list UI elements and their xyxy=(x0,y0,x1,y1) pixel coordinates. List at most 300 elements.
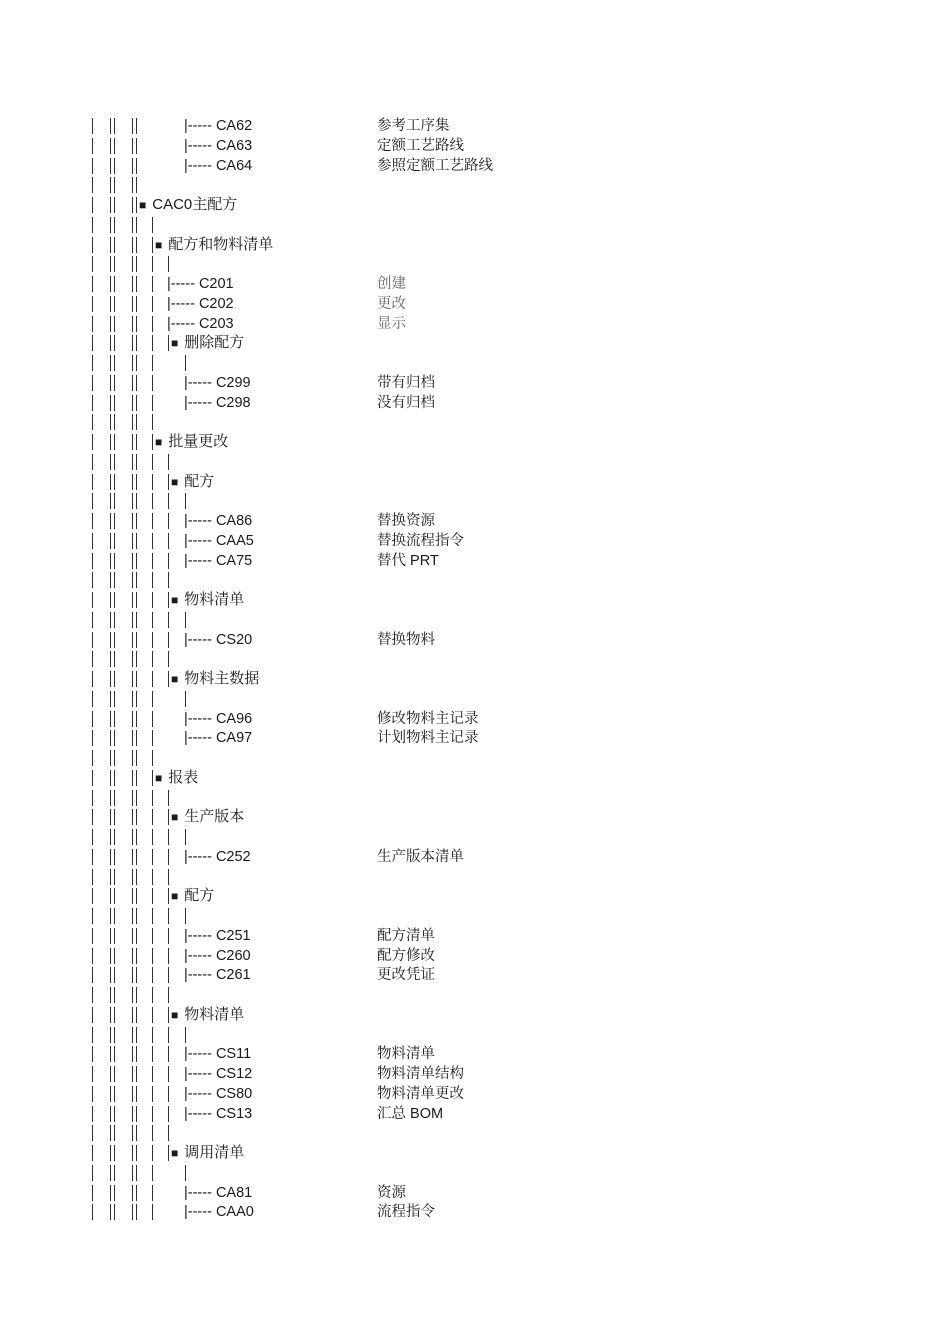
tree-guide-line xyxy=(114,296,115,312)
tree-guide-line xyxy=(136,237,137,253)
tree-guide-line xyxy=(92,1007,93,1023)
tree-guide-line xyxy=(92,770,93,786)
tree-guide-line xyxy=(152,651,153,667)
tree-guide-line xyxy=(114,987,115,1003)
folder-label: 报表 xyxy=(168,768,199,786)
folder-bullet-icon: ■ xyxy=(155,770,163,785)
tree-folder-node[interactable] xyxy=(155,235,273,255)
tree-guide-line xyxy=(132,553,133,569)
tree-guide-line xyxy=(110,572,111,588)
tree-guide-line xyxy=(92,474,93,490)
tree-guide-line xyxy=(136,612,137,628)
tree-row xyxy=(0,886,950,906)
tree-guide-line xyxy=(92,237,93,253)
tree-guide-line xyxy=(114,651,115,667)
tree-guide-line xyxy=(136,671,137,687)
tree-row xyxy=(0,491,950,511)
transaction-code[interactable]: |----- C251 xyxy=(184,927,251,944)
tree-guide-line xyxy=(152,553,153,569)
tree-guide-line xyxy=(92,790,93,806)
tree-guide-line xyxy=(132,908,133,924)
tree-guide-line xyxy=(110,1106,111,1122)
transaction-description: 替换物料 xyxy=(377,631,435,648)
tree-guide-line xyxy=(168,572,169,588)
tree-guide-line xyxy=(110,1027,111,1043)
tree-guide-line xyxy=(136,1106,137,1122)
transaction-code[interactable]: |----- CA86 xyxy=(184,513,253,529)
tree-guide-line xyxy=(92,592,93,608)
tree-guide-line xyxy=(152,750,153,766)
tree-guide-line xyxy=(114,434,115,450)
tree-guide-line xyxy=(132,1145,133,1161)
tree-guide-line xyxy=(168,888,169,904)
tree-guide-line xyxy=(152,395,153,411)
tree-guide-line xyxy=(168,1125,169,1141)
tree-guide-line xyxy=(132,869,133,885)
folder-bullet-icon: ■ xyxy=(171,672,179,686)
tree-row xyxy=(0,1163,950,1183)
tree-folder-node[interactable] xyxy=(171,1143,244,1163)
tree-guide-line xyxy=(168,790,169,806)
transaction-code[interactable]: |----- C203 xyxy=(167,315,234,332)
transaction-code[interactable]: |----- CS20 xyxy=(184,631,253,648)
tree-guide-line xyxy=(92,928,93,944)
tree-row xyxy=(0,709,950,729)
transaction-description: 生产版本清单 xyxy=(377,848,464,865)
tree-guide-line xyxy=(110,138,111,154)
tree-guide-line xyxy=(185,493,186,509)
transaction-code[interactable]: |----- CA97 xyxy=(184,730,253,747)
tree-guide-line xyxy=(132,296,133,312)
tree-guide-line xyxy=(152,790,153,806)
tree-guide-line xyxy=(92,276,93,292)
tree-guide-line xyxy=(168,1027,169,1043)
transaction-code[interactable]: |----- C261 xyxy=(184,967,251,984)
tree-guide-line xyxy=(92,414,93,430)
transaction-description: 更改 xyxy=(377,295,406,312)
tree-guide-line xyxy=(114,493,115,509)
folder-label: 删除配方 xyxy=(184,334,245,352)
tree-guide-line xyxy=(185,1027,186,1043)
tree-guide-line xyxy=(114,1204,115,1220)
tree-guide-line xyxy=(114,217,115,233)
tree-guide-line xyxy=(114,1165,115,1181)
tree-row xyxy=(0,531,950,551)
tree-guide-line xyxy=(110,335,111,351)
tree-guide-line xyxy=(132,592,133,608)
tree-guide-line xyxy=(136,750,137,766)
transaction-description: 更改凭证 xyxy=(377,967,435,984)
tree-guide-line xyxy=(132,1185,133,1201)
tree-row xyxy=(0,136,950,156)
tree-guide-line xyxy=(132,987,133,1003)
tree-guide-line xyxy=(136,335,137,351)
tree-guide-line xyxy=(132,790,133,806)
tree-guide-line xyxy=(136,493,137,509)
tree-guide-line xyxy=(110,829,111,845)
tree-guide-line xyxy=(92,553,93,569)
tree-guide-line xyxy=(92,513,93,529)
tree-guide-line xyxy=(168,908,169,924)
tree-guide-line xyxy=(92,177,93,193)
tree-guide-line xyxy=(152,948,153,964)
tree-guide-line xyxy=(152,711,153,727)
transaction-description: 配方清单 xyxy=(377,927,435,944)
tree-guide-line xyxy=(168,869,169,885)
folder-label: 配方和物料清单 xyxy=(168,235,274,253)
tree-guide-line xyxy=(114,414,115,430)
tree-guide-line xyxy=(136,1027,137,1043)
tree-guide-line xyxy=(132,217,133,233)
tree-guide-line xyxy=(152,375,153,391)
tree-guide-line xyxy=(114,691,115,707)
tree-guide-line xyxy=(132,355,133,371)
tree-guide-line xyxy=(168,513,169,529)
tree-guide-line xyxy=(136,118,137,134)
tree-guide-line xyxy=(114,1185,115,1201)
tree-guide-line xyxy=(168,1046,169,1062)
folder-label: 生产版本 xyxy=(184,808,245,826)
tree-row xyxy=(0,551,950,571)
transaction-code[interactable]: |----- CAA5 xyxy=(184,532,254,549)
tree-guide-line xyxy=(110,316,111,332)
transaction-code[interactable]: |----- CS12 xyxy=(184,1066,253,1082)
tree-guide-line xyxy=(110,493,111,509)
tree-guide-line xyxy=(136,296,137,312)
transaction-description: 替换流程指令 xyxy=(377,532,464,549)
tree-guide-line xyxy=(152,276,153,292)
tree-row xyxy=(0,946,950,966)
tree-guide-line xyxy=(152,632,153,648)
tree-row xyxy=(0,1025,950,1045)
transaction-code[interactable]: |----- CS11 xyxy=(184,1046,252,1063)
tree-guide-line xyxy=(110,1165,111,1181)
tree-folder-node[interactable] xyxy=(171,807,244,827)
folder-bullet-icon: ■ xyxy=(171,1007,179,1022)
tree-guide-line xyxy=(132,730,133,746)
tree-folder-node[interactable] xyxy=(171,669,259,689)
tree-guide-line xyxy=(132,1046,133,1062)
tree-guide-line xyxy=(132,474,133,490)
tree-guide-line xyxy=(92,493,93,509)
transaction-code[interactable]: |----- CAA0 xyxy=(184,1204,254,1221)
tree-guide-line xyxy=(110,592,111,608)
tree-guide-line xyxy=(114,256,115,272)
tree-guide-line xyxy=(168,829,169,845)
tree-row xyxy=(0,1044,950,1064)
tree-guide-line xyxy=(152,454,153,470)
tree-guide-line xyxy=(152,730,153,746)
tree-row xyxy=(0,788,950,808)
tree-guide-line xyxy=(152,474,153,490)
tree-guide-line xyxy=(152,1185,153,1201)
tree-guide-line xyxy=(110,474,111,490)
tree-row xyxy=(0,314,950,334)
tree-row xyxy=(0,1183,950,1203)
folder-bullet-icon: ■ xyxy=(139,198,147,212)
tree-row xyxy=(0,215,950,235)
transaction-code[interactable]: |----- CA64 xyxy=(184,157,253,174)
tree-row xyxy=(0,156,950,176)
tree-guide-line xyxy=(136,730,137,746)
tree-row xyxy=(0,333,950,353)
tree-guide-line xyxy=(110,691,111,707)
tree-guide-line xyxy=(152,513,153,529)
tree-guide-line xyxy=(114,711,115,727)
tree-row xyxy=(0,274,950,294)
tree-guide-line xyxy=(152,849,153,865)
tree-guide-line xyxy=(136,1165,137,1181)
tree-guide-line xyxy=(136,533,137,549)
tree-guide-line xyxy=(132,651,133,667)
tree-guide-line xyxy=(136,572,137,588)
tree-guide-line xyxy=(136,553,137,569)
tree-row xyxy=(0,807,950,827)
tree-guide-line xyxy=(168,809,169,825)
tree-folder-node[interactable] xyxy=(155,432,228,452)
tree-guide-line xyxy=(132,671,133,687)
tree-guide-line xyxy=(168,632,169,648)
tree-guide-line xyxy=(114,1046,115,1062)
tree-row xyxy=(0,373,950,393)
tree-guide-line xyxy=(132,1027,133,1043)
tree-guide-line xyxy=(132,434,133,450)
tree-row xyxy=(0,235,950,255)
tree-guide-line xyxy=(92,355,93,371)
tree-guide-line xyxy=(132,1007,133,1023)
tree-guide-line xyxy=(92,454,93,470)
tree-guide-line xyxy=(110,1007,111,1023)
tree-guide-line xyxy=(110,454,111,470)
tree-guide-line xyxy=(110,711,111,727)
tree-guide-line xyxy=(114,1106,115,1122)
folder-label: CAC0主配方 xyxy=(152,196,238,213)
tree-guide-line xyxy=(132,454,133,470)
transaction-description: 替代 PRT xyxy=(377,552,439,569)
tree-folder-node[interactable] xyxy=(171,1005,244,1025)
tree-guide-line xyxy=(136,967,137,983)
tree-row xyxy=(0,353,950,373)
folder-label: 物料清单 xyxy=(184,1005,245,1023)
tree-guide-line xyxy=(168,256,169,272)
transaction-description: 替换资源 xyxy=(377,513,435,529)
transaction-code[interactable]: |----- C260 xyxy=(184,947,251,964)
tree-row xyxy=(0,175,950,195)
tree-guide-line xyxy=(92,138,93,154)
transaction-code[interactable]: |----- CA96 xyxy=(184,710,253,727)
tree-guide-line xyxy=(114,1145,115,1161)
tree-guide-line xyxy=(92,335,93,351)
tree-guide-line xyxy=(168,651,169,667)
tree-row xyxy=(0,472,950,492)
tree-guide-line xyxy=(136,908,137,924)
tree-guide-line xyxy=(114,1125,115,1141)
tree-folder-node[interactable] xyxy=(171,590,244,610)
transaction-code[interactable]: |----- C299 xyxy=(184,374,251,391)
tree-guide-line xyxy=(114,375,115,391)
tree-row xyxy=(0,412,950,432)
transaction-code[interactable]: |----- CS13 xyxy=(184,1105,253,1122)
transaction-description: 计划物料主记录 xyxy=(377,730,479,747)
tree-guide-line xyxy=(136,849,137,865)
tree-guide-line xyxy=(136,869,137,885)
tree-guide-line xyxy=(136,395,137,411)
tree-guide-line xyxy=(92,987,93,1003)
tree-guide-line xyxy=(114,948,115,964)
tree-guide-line xyxy=(136,987,137,1003)
tree-folder-node[interactable] xyxy=(155,768,198,788)
tree-guide-line xyxy=(110,395,111,411)
tree-guide-line xyxy=(114,237,115,253)
tree-guide-line xyxy=(132,928,133,944)
transaction-code[interactable]: |----- C201 xyxy=(167,276,234,292)
transaction-code[interactable]: |----- C202 xyxy=(167,295,234,312)
tree-guide-line xyxy=(114,355,115,371)
tree-row xyxy=(0,689,950,709)
tree-guide-line xyxy=(114,928,115,944)
transaction-description: 配方修改 xyxy=(377,947,435,964)
tree-guide-line xyxy=(152,256,153,272)
tree-folder-node[interactable] xyxy=(171,472,214,492)
tree-guide-line xyxy=(114,770,115,786)
tree-guide-line xyxy=(136,217,137,233)
tree-guide-line xyxy=(110,256,111,272)
tree-guide-line xyxy=(136,1125,137,1141)
tree-guide-line xyxy=(168,553,169,569)
tree-guide-line xyxy=(110,928,111,944)
tree-guide-line xyxy=(110,1145,111,1161)
tree-guide-line xyxy=(92,908,93,924)
tree-guide-line xyxy=(114,888,115,904)
tree-folder-node[interactable] xyxy=(171,886,214,906)
tree-guide-line xyxy=(132,967,133,983)
tree-guide-line xyxy=(110,967,111,983)
tree-guide-line xyxy=(136,770,137,786)
tree-guide-line xyxy=(168,1145,169,1161)
tree-guide-line xyxy=(110,1185,111,1201)
tree-guide-line xyxy=(152,888,153,904)
tree-guide-line xyxy=(92,533,93,549)
tree-guide-line xyxy=(114,730,115,746)
tree-guide-line xyxy=(114,1007,115,1023)
transaction-description: 汇总 BOM xyxy=(377,1105,444,1122)
tree-guide-line xyxy=(132,750,133,766)
tree-guide-line xyxy=(136,1007,137,1023)
transaction-code[interactable]: |----- CA62 xyxy=(184,118,253,134)
tree-guide-line xyxy=(92,1185,93,1201)
tree-guide-line xyxy=(114,395,115,411)
tree-guide-line xyxy=(110,908,111,924)
tree-row xyxy=(0,511,950,531)
transaction-code[interactable]: |----- C252 xyxy=(184,848,251,865)
tree-guide-line xyxy=(92,296,93,312)
tree-guide-line xyxy=(185,908,186,924)
folder-label: 调用清单 xyxy=(184,1144,245,1161)
tree-guide-line xyxy=(132,237,133,253)
transaction-code[interactable]: |----- CS80 xyxy=(184,1085,253,1102)
tree-guide-line xyxy=(168,592,169,608)
tree-guide-line xyxy=(114,1027,115,1043)
tree-row xyxy=(0,867,950,887)
tree-guide-line xyxy=(114,612,115,628)
transaction-description: 显示 xyxy=(377,315,406,332)
tree-guide-line xyxy=(114,829,115,845)
tree-guide-line xyxy=(92,1086,93,1102)
tree-guide-line xyxy=(136,928,137,944)
tree-guide-line xyxy=(136,474,137,490)
tree-guide-line xyxy=(136,948,137,964)
tree-guide-line xyxy=(114,572,115,588)
transaction-code[interactable]: |----- CA81 xyxy=(184,1184,253,1201)
tree-guide-line xyxy=(92,1145,93,1161)
tree-row xyxy=(0,768,950,788)
tree-guide-line xyxy=(92,1165,93,1181)
tree-guide-line xyxy=(92,197,93,213)
transaction-code[interactable]: |----- CA75 xyxy=(184,552,253,569)
tree-row xyxy=(0,926,950,946)
tree-guide-line xyxy=(136,355,137,371)
tree-guide-line xyxy=(152,928,153,944)
tree-guide-line xyxy=(92,651,93,667)
tree-guide-line xyxy=(114,1066,115,1082)
tree-guide-line xyxy=(152,1106,153,1122)
tree-guide-line xyxy=(152,335,153,351)
tree-guide-line xyxy=(114,197,115,213)
transaction-code[interactable]: |----- C298 xyxy=(184,394,251,411)
tree-guide-line xyxy=(136,1204,137,1220)
tree-guide-line xyxy=(152,1066,153,1082)
tree-guide-line xyxy=(132,335,133,351)
tree-guide-line xyxy=(152,1145,153,1161)
tree-guide-line xyxy=(132,513,133,529)
tree-guide-line xyxy=(114,316,115,332)
tree-guide-line xyxy=(168,967,169,983)
tree-row xyxy=(0,432,950,452)
tree-row xyxy=(0,254,950,274)
transaction-description: 没有归档 xyxy=(377,394,435,411)
tree-guide-line xyxy=(132,1106,133,1122)
tree-folder-node[interactable] xyxy=(171,333,244,353)
tree-guide-line xyxy=(152,1007,153,1023)
tree-guide-line xyxy=(152,1204,153,1220)
tree-guide-line xyxy=(92,1027,93,1043)
tree-guide-line xyxy=(132,1204,133,1220)
tree-folder-node[interactable] xyxy=(139,195,237,215)
tree-guide-line xyxy=(136,177,137,193)
tree-guide-line xyxy=(92,316,93,332)
tree-guide-line xyxy=(132,1066,133,1082)
tree-guide-line xyxy=(114,967,115,983)
tree-row xyxy=(0,195,950,215)
transaction-description: 修改物料主记录 xyxy=(377,710,479,727)
tree-guide-line xyxy=(114,750,115,766)
transaction-code[interactable]: |----- CA63 xyxy=(184,137,253,154)
tree-row xyxy=(0,728,950,748)
tree-row xyxy=(0,393,950,413)
tree-guide-line xyxy=(185,1165,186,1181)
tree-guide-line xyxy=(136,592,137,608)
tree-guide-line xyxy=(132,711,133,727)
tree-guide-line xyxy=(132,138,133,154)
tree-guide-line xyxy=(114,276,115,292)
tree-guide-line xyxy=(152,869,153,885)
tree-guide-line xyxy=(110,869,111,885)
tree-guide-line xyxy=(132,276,133,292)
tree-guide-line xyxy=(136,1086,137,1102)
tree-guide-line xyxy=(136,1046,137,1062)
tree-guide-line xyxy=(152,1027,153,1043)
tree-guide-line xyxy=(185,355,186,371)
